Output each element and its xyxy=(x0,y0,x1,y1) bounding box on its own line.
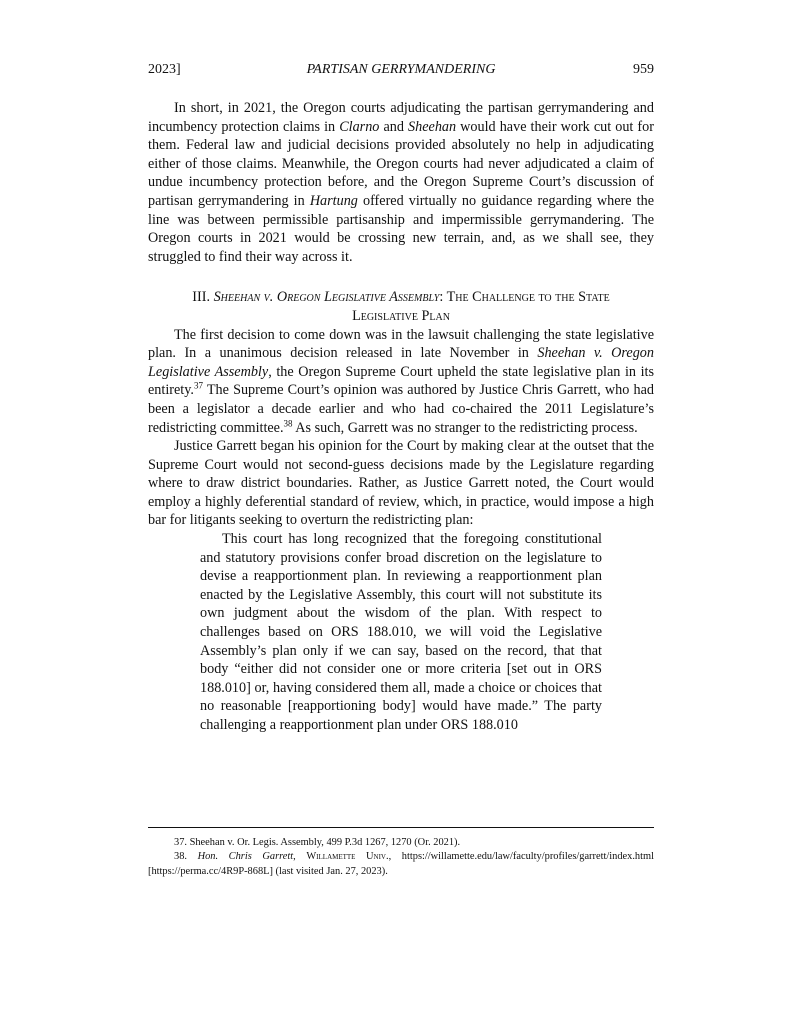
text-run: In short, in 2021, the Oregon courts adjudicating the partisan gerrymandering and incumbency protection claims in xyxy=(148,100,654,135)
footnote-number: 38. xyxy=(174,851,198,863)
text-run: , xyxy=(293,851,307,863)
section-title-rest: : The Challenge to the State Legislative Plan xyxy=(352,289,610,324)
running-head-title: PARTISAN GERRYMANDERING xyxy=(306,62,496,77)
footnote-37: 37. Sheehan v. Or. Legis. Assembly, 499 P.3d 1267, 1270 (Or. 2021). xyxy=(174,837,461,848)
section-heading xyxy=(162,288,640,325)
text-run: As such, Garrett was no stranger to the redistricting process. xyxy=(292,419,638,436)
text-run: and xyxy=(379,118,409,135)
footnote-separator xyxy=(148,827,654,828)
case-name: Hartung xyxy=(309,192,358,209)
section-number: III. xyxy=(192,289,214,306)
footnotes xyxy=(148,836,654,879)
footnote-ref-37[interactable]: 37 xyxy=(193,380,203,391)
footnote-ref-38[interactable]: 38 xyxy=(283,417,293,428)
text-run: The Supreme Court’s opinion was authored by Justice Chris Garrett, who had been a legislator a decade earlier and who had co-chaired the 2011 Legislature’s redistricting committee. xyxy=(148,382,654,436)
paragraph-first-decision xyxy=(148,326,654,438)
footnote-organization: Willamette Univ. xyxy=(306,851,389,863)
running-head xyxy=(148,62,654,82)
paragraph-intro xyxy=(148,99,654,266)
section-case-name: Sheehan v. Oregon Legislative Assembly xyxy=(213,289,440,306)
footnote-title: Hon. Chris Garrett xyxy=(197,851,294,863)
case-name: Clarno xyxy=(339,118,380,135)
text-run: would have their work cut out for them. Federal law and judicial decisions provided absolutely no help in adjudicating either of those claims. Meanwhile, the Oregon courts had never adjudicated a claim of undue incumbency protection before, and the Oregon Supreme Court’s discussion of partisan gerrymandering in xyxy=(148,118,654,209)
text-run: The first decision to come down was in the lawsuit challenging the state legislative plan. In a unanimous decision released in late November in xyxy=(148,326,654,362)
text-run: , the Oregon Supreme Court upheld the state legislative plan in its entirety. xyxy=(148,363,654,399)
paragraph-deference: Justice Garrett began his opinion for the Court by making clear at the outset that the Supreme Court would not second-guess decisions made by the Legislature regarding where to draw district boundaries. Rather, as Justice Garrett noted, the Court would employ a highly deferential standard of review, which, in practice, would impose a high bar for litigants seeking to overturn the redistricting plan: xyxy=(148,438,654,529)
block-quote xyxy=(200,530,602,735)
page-number: 959 xyxy=(633,62,654,77)
case-name: Sheehan xyxy=(408,118,457,135)
page-body xyxy=(148,62,654,735)
case-name: Sheehan v. Oregon Legislative Assembly xyxy=(148,345,654,380)
text-run: offered virtually no guidance regarding where the line was between permissible partisanship and impermissible gerrymandering. The Oregon courts in 2021 would be crossing new terrain, and, as we shall see, they struggled to find their way across it. xyxy=(148,192,655,265)
footnote-url-text[interactable]: , https://willamette.edu/law/faculty/profiles/garrett/index.html [https://perma.cc/4R9P-868L] (last visited Jan. 27, 2023). xyxy=(148,851,654,877)
footnote-38 xyxy=(148,850,654,879)
running-head-year: 2023] xyxy=(148,62,181,77)
block-quote-text: This court has long recognized that the foregoing constitutional and statutory provisions confer broad discretion on the legislature to devise a reapportionment plan. In reviewing a reapportionment plan enacted by the Legislative Assembly, this court will not substitute its own judgment about the wisdom of the plan. With respect to challenges based on ORS 188.010, we will void the Legislative Assembly’s plan only if we can say, based on the record, that that body “either did not consider one or more criteria [set out in ORS 188.010] or, having considered them all, made a choice or choices that no reasonable [reapportioning body] would have made.” The party challenging a reapportionment plan under ORS 188.010 xyxy=(200,531,602,733)
